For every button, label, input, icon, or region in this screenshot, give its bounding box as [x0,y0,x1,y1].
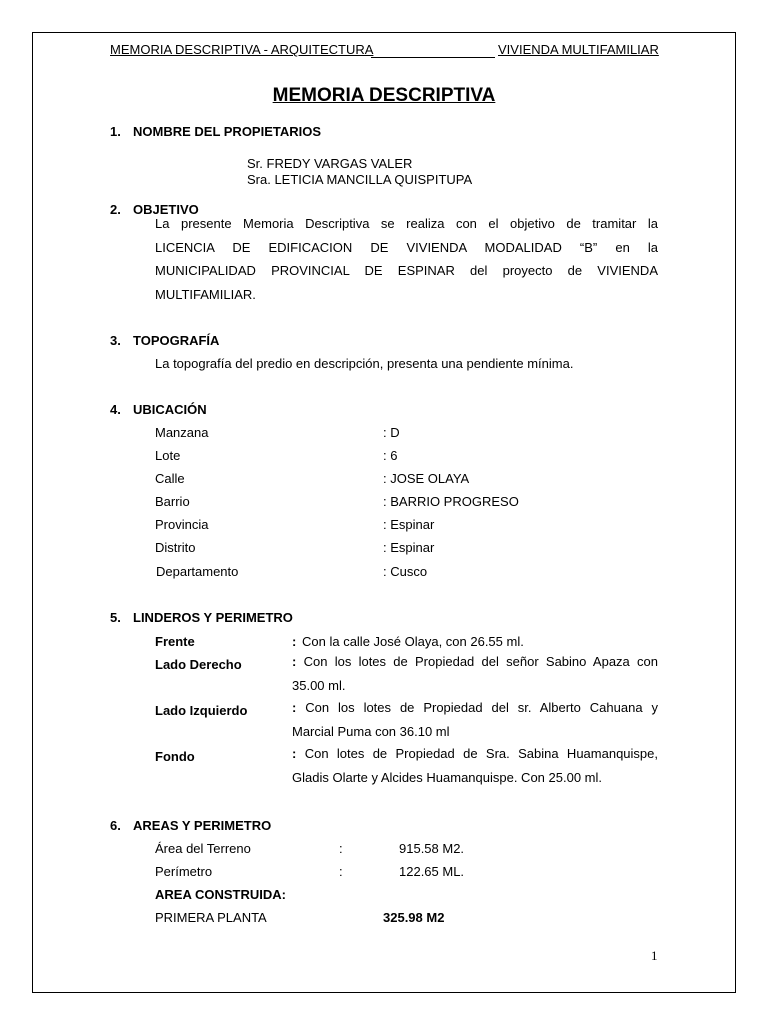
boundary-label: Lado Izquierdo [155,703,248,718]
location-value: : D [383,425,400,440]
location-value: : 6 [383,448,398,463]
section-number: 1. [110,124,121,139]
header-left: MEMORIA DESCRIPTIVA - ARQUITECTURA [110,42,374,57]
section-title: AREAS Y PERIMETRO [133,818,272,833]
first-floor-label: PRIMERA PLANTA [155,910,267,925]
section-4-heading [110,402,207,417]
section-3-heading [110,333,219,348]
area-colon: : [339,864,343,879]
section-number: 2. [110,202,121,217]
objective-paragraph [155,212,658,306]
boundary-text: Con la calle José Olaya, con 26.55 ml. [302,634,524,649]
objective-line: La presente Memoria Descriptiva se realiza con el objetivo de tramitar la [155,216,658,231]
boundary-line: 35.00 ml. [292,677,346,693]
built-area-label: AREA CONSTRUIDA: [155,887,286,902]
section-title: OBJETIVO [133,202,199,217]
objective-line: MUNICIPALIDAD PROVINCIAL DE ESPINAR del proyecto de VIVIENDA [155,263,658,278]
location-label: Barrio [155,494,190,509]
boundary-colon: : [292,634,297,649]
header-rule [371,57,495,58]
section-title: TOPOGRAFÍA [133,333,220,348]
owner-2: Sra. LETICIA MANCILLA QUISPITUPA [247,172,473,187]
location-label: Calle [155,471,185,486]
boundary-line [292,650,658,674]
area-value: 915.58 M2. [399,841,465,856]
section-title: LINDEROS Y PERIMETRO [133,610,293,625]
location-value: : Espinar [383,540,435,555]
topography-text: La topografía del predio en descripción, presenta una pendiente mínima. [155,356,574,371]
boundary-text: Con los lotes de Propiedad del sr. Alberto Cahuana y [305,700,658,715]
objective-line: LICENCIA DE EDIFICACION DE VIVIENDA MODALIDAD “B” en la [155,239,658,255]
section-title: NOMBRE DEL PROPIETARIOS [133,124,322,139]
location-label: Lote [155,448,181,463]
location-value: : BARRIO PROGRESO [383,494,519,509]
location-label: Provincia [155,517,209,532]
area-value: 122.65 ML. [399,864,465,879]
boundary-text-block [292,650,658,697]
boundary-label: Fondo [155,749,195,764]
location-value: : Cusco [383,564,428,579]
boundary-text-block [292,696,658,743]
boundary-line [292,742,658,766]
owner-1: Sr. FREDY VARGAS VALER [247,156,413,171]
boundary-colon: : [292,654,297,669]
boundary-label: Frente [155,634,195,649]
objective-line: MULTIFAMILIAR. [155,286,256,302]
area-label: Perímetro [155,864,213,879]
location-label: Manzana [155,425,209,440]
section-number: 4. [110,402,121,417]
section-6-heading [110,818,271,833]
location-value: : JOSE OLAYA [383,471,470,486]
header-right: VIVIENDA MULTIFAMILIAR [498,42,659,57]
boundary-colon: : [292,700,297,715]
boundary-line: Marcial Puma con 36.10 ml [292,723,450,739]
area-label: Área del Terreno [155,841,251,856]
section-number: 5. [110,610,121,625]
boundary-text-block [292,742,658,789]
page-number: 1 [651,948,658,963]
section-5-heading [110,610,293,625]
location-value: : Espinar [383,517,435,532]
boundary-text: Con lotes de Propiedad de Sra. Sabina Huamanquispe, [304,746,658,761]
area-colon: : [339,841,343,856]
section-1-heading [110,124,321,139]
first-floor-value: 325.98 M2 [383,910,445,925]
boundary-line: Gladis Olarte y Alcides Huamanquispe. Con 25.00 ml. [292,769,602,785]
location-label: Departamento [156,564,239,579]
location-label: Distrito [155,540,196,555]
boundary-colon: : [292,746,297,761]
section-title: UBICACIÓN [133,402,207,417]
section-number: 3. [110,333,121,348]
boundary-line [292,696,658,720]
boundary-text: Con los lotes de Propiedad del señor Sabino Apaza con [303,654,658,669]
section-number: 6. [110,818,121,833]
boundary-label: Lado Derecho [155,657,242,672]
page-title: MEMORIA DESCRIPTIVA [272,85,496,106]
